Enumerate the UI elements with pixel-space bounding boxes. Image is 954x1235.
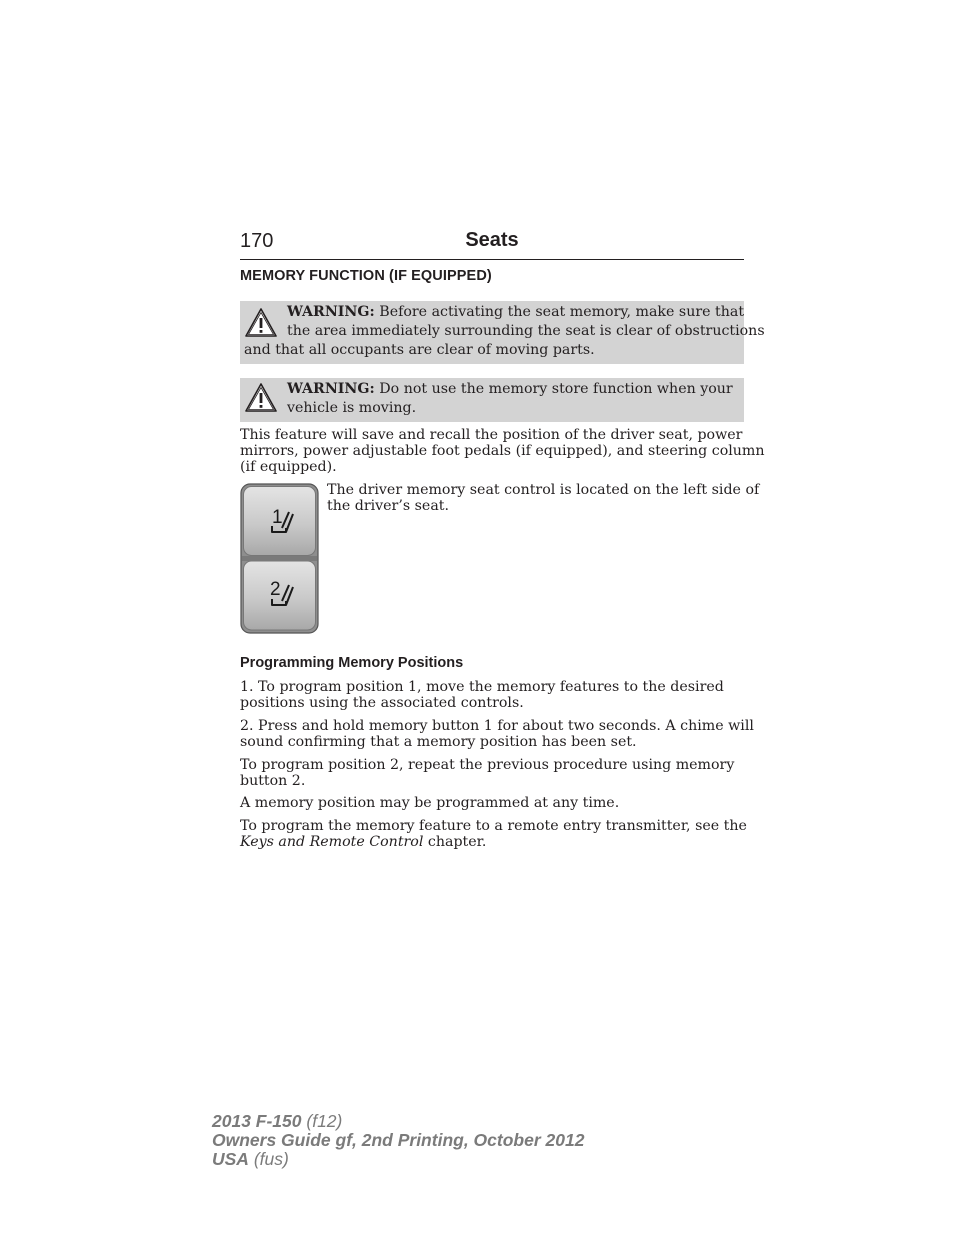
footer-guide: Owners Guide gf, 2nd Printing, October 2012 [212,1130,585,1150]
warning-text: Do not use the memory store function when your [379,381,733,397]
warning-label: WARNING: [287,381,375,397]
warning-text-line: the area immediately surrounding the seat is clear of obstructions [287,323,765,339]
warning-text-line: and that all occupants are clear of moving parts. [244,342,595,358]
section-title: Seats [465,229,519,251]
image-caption-line: The driver memory seat control is located on the left side of [327,482,760,498]
footer-region-name: USA [212,1149,249,1169]
step-line: 1. To program position 1, move the memory features to the desired [240,679,724,695]
page-number: 170 [240,230,274,252]
seat-icon [268,584,296,610]
memory-button-1 [244,487,316,556]
paragraph-text: chapter. [423,834,487,850]
paragraph-line [240,834,486,851]
footer-model-name: 2013 F-150 [212,1111,302,1131]
paragraph-line: button 2. [240,773,306,789]
subheading: Programming Memory Positions [240,655,464,671]
footer-model [212,1111,342,1132]
memory-button-2 [244,562,316,631]
image-caption-line: the driver’s seat. [327,498,449,514]
paragraph-line: A memory position may be programmed at any time. [240,795,620,811]
step-line: 2. Press and hold memory button 1 for about two seconds. A chime will [240,718,754,734]
section-heading: MEMORY FUNCTION (IF EQUIPPED) [240,268,492,284]
warning-text-line: vehicle is moving. [287,400,417,416]
warning-box [240,378,744,422]
page-header [240,228,744,260]
seat-icon [268,511,296,537]
paragraph-line: To program the memory feature to a remote entry transmitter, see the [240,818,747,834]
memory-button-1-label: 1 [272,507,283,528]
footer-model-code: (f12) [301,1111,343,1131]
intro-line: This feature will save and recall the position of the driver seat, power [240,427,743,443]
paragraph-line: To program position 2, repeat the previous procedure using memory [240,757,735,773]
warning-text-line [287,303,744,322]
warning-label: WARNING: [287,304,375,320]
warning-box [240,301,765,364]
warning-text-line [287,380,733,399]
warning-triangle-icon [244,382,278,414]
intro-line: (if equipped). [240,459,337,475]
footer-region-code: (fus) [248,1149,289,1169]
warning-text: Before activating the seat memory, make sure that [379,304,745,320]
warning-triangle-icon [244,307,278,339]
memory-button-2-label: 2 [270,579,281,600]
footer-region [212,1149,289,1170]
step-line: sound confirming that a memory position has been set. [240,734,637,750]
intro-line: mirrors, power adjustable foot pedals (if equipped), and steering column [240,443,765,459]
step-line: positions using the associated controls. [240,695,524,711]
chapter-reference: Keys and Remote Control [240,834,424,850]
